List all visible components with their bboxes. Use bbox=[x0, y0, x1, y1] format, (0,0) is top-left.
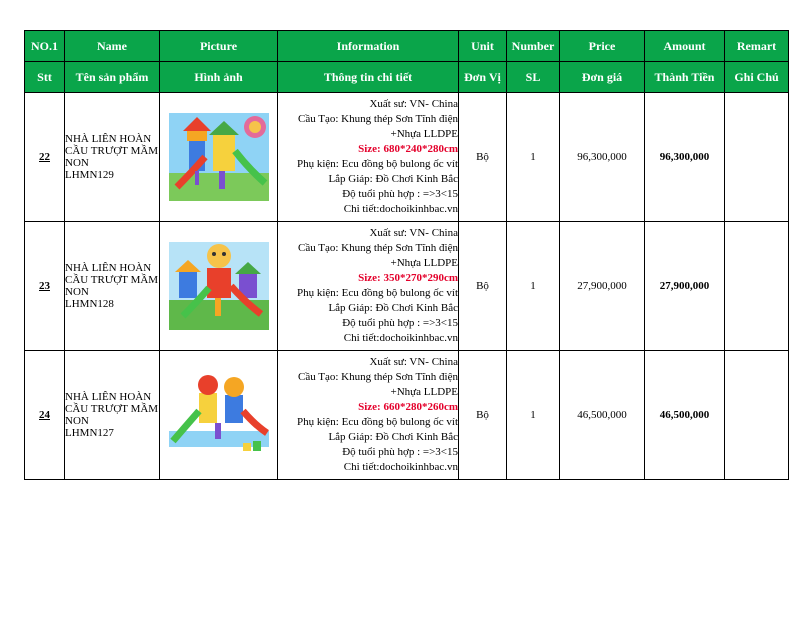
product-name bbox=[65, 222, 160, 351]
product-name-line: CẦU TRƯỢT MẦM bbox=[65, 145, 159, 157]
playground-slide-image bbox=[169, 371, 269, 459]
unit-price: 46,500,000 bbox=[560, 351, 645, 480]
remark bbox=[725, 222, 789, 351]
header-stt: Stt bbox=[25, 62, 65, 93]
product-name-line: CẦU TRƯỢT MẦM bbox=[65, 274, 159, 286]
header-hinh-anh: Hình ảnh bbox=[160, 62, 278, 93]
product-name-line: NON bbox=[65, 157, 89, 169]
header-unit: Unit bbox=[459, 31, 507, 62]
remark bbox=[725, 93, 789, 222]
header-row-vietnamese bbox=[25, 62, 789, 93]
product-name-line: NHÀ LIÊN HOÀN bbox=[65, 262, 152, 274]
info-structure: Cầu Tạo: Khung thép Sơn Tĩnh điện bbox=[297, 113, 458, 125]
quantity: 1 bbox=[507, 351, 560, 480]
product-name bbox=[65, 351, 160, 480]
info-install: Lắp Giáp: Đồ Chơi Kinh Bắc bbox=[328, 302, 458, 314]
info-age: Độ tuổi phù hợp : =>3<15 bbox=[342, 188, 458, 200]
info-age: Độ tuổi phù hợp : =>3<15 bbox=[342, 317, 458, 329]
info-origin: Xuất sư: VN- China bbox=[369, 98, 458, 110]
info-age: Độ tuổi phù hợp : =>3<15 bbox=[342, 446, 458, 458]
info-accessories: Phụ kiện: Ecu đồng bộ bulong ốc vít bbox=[296, 416, 458, 428]
product-code: LHMN127 bbox=[65, 427, 114, 439]
info-size: Size: 350*270*290cm bbox=[358, 272, 458, 284]
table-row bbox=[25, 222, 789, 351]
info-size: Size: 660*280*260cm bbox=[358, 401, 458, 413]
info-accessories: Phụ kiện: Ecu đồng bộ bulong ốc vít bbox=[296, 158, 458, 170]
product-code: LHMN129 bbox=[65, 169, 114, 181]
header-don-gia: Đơn giá bbox=[560, 62, 645, 93]
unit-price: 27,900,000 bbox=[560, 222, 645, 351]
unit: Bộ bbox=[459, 93, 507, 222]
info-structure-material: +Nhựa LLDPE bbox=[390, 128, 458, 140]
info-origin: Xuất sư: VN- China bbox=[369, 227, 458, 239]
info-detail: Chi tiết:dochoikinhbac.vn bbox=[343, 461, 458, 473]
info-detail: Chi tiết:dochoikinhbac.vn bbox=[343, 203, 458, 215]
header-picture: Picture bbox=[160, 31, 278, 62]
info-accessories: Phụ kiện: Ecu đồng bộ bulong ốc vít bbox=[296, 287, 458, 299]
playground-slide-image bbox=[169, 113, 269, 201]
unit: Bộ bbox=[459, 351, 507, 480]
info-structure-material: +Nhựa LLDPE bbox=[390, 386, 458, 398]
info-structure-material: +Nhựa LLDPE bbox=[390, 257, 458, 269]
header-thanh-tien: Thành Tiền bbox=[645, 62, 725, 93]
info-structure: Cầu Tạo: Khung thép Sơn Tĩnh điện bbox=[297, 371, 458, 383]
product-name-line: NHÀ LIÊN HOÀN bbox=[65, 133, 152, 145]
playground-slide-image bbox=[169, 242, 269, 330]
product-picture-cell bbox=[160, 93, 278, 222]
product-name-line: CẦU TRƯỢT MẦM bbox=[65, 403, 159, 415]
row-number: 24 bbox=[25, 351, 65, 480]
quantity: 1 bbox=[507, 222, 560, 351]
info-structure: Cầu Tạo: Khung thép Sơn Tĩnh điện bbox=[297, 242, 458, 254]
header-ten-san-pham: Tên sản phẩm bbox=[65, 62, 160, 93]
product-picture-cell bbox=[160, 222, 278, 351]
info-origin: Xuất sư: VN- China bbox=[369, 356, 458, 368]
header-sl: SL bbox=[507, 62, 560, 93]
product-code: LHMN128 bbox=[65, 298, 114, 310]
header-information: Information bbox=[278, 31, 459, 62]
header-row-english bbox=[25, 31, 789, 62]
info-install: Lắp Giáp: Đồ Chơi Kinh Bắc bbox=[328, 431, 458, 443]
info-detail: Chi tiết:dochoikinhbac.vn bbox=[343, 332, 458, 344]
product-name-line: NON bbox=[65, 415, 89, 427]
product-picture-cell bbox=[160, 351, 278, 480]
row-number: 22 bbox=[25, 93, 65, 222]
amount: 27,900,000 bbox=[645, 222, 725, 351]
amount: 46,500,000 bbox=[645, 351, 725, 480]
quantity: 1 bbox=[507, 93, 560, 222]
product-info bbox=[278, 351, 459, 480]
row-number: 23 bbox=[25, 222, 65, 351]
info-install: Lắp Giáp: Đồ Chơi Kinh Bắc bbox=[328, 173, 458, 185]
header-name: Name bbox=[65, 31, 160, 62]
header-ghi-chu: Ghi Chú bbox=[725, 62, 789, 93]
product-info bbox=[278, 222, 459, 351]
product-name-line: NHÀ LIÊN HOÀN bbox=[65, 391, 152, 403]
header-remark: Remart bbox=[725, 31, 789, 62]
unit: Bộ bbox=[459, 222, 507, 351]
product-quote-table bbox=[24, 30, 789, 480]
header-price: Price bbox=[560, 31, 645, 62]
product-info bbox=[278, 93, 459, 222]
header-thong-tin: Thông tin chi tiết bbox=[278, 62, 459, 93]
info-size: Size: 680*240*280cm bbox=[358, 143, 458, 155]
table-row bbox=[25, 93, 789, 222]
product-name-line: NON bbox=[65, 286, 89, 298]
unit-price: 96,300,000 bbox=[560, 93, 645, 222]
header-number: Number bbox=[507, 31, 560, 62]
header-don-vi: Đơn Vị bbox=[459, 62, 507, 93]
amount: 96,300,000 bbox=[645, 93, 725, 222]
remark bbox=[725, 351, 789, 480]
header-amount: Amount bbox=[645, 31, 725, 62]
table-row bbox=[25, 351, 789, 480]
header-no: NO.1 bbox=[25, 31, 65, 62]
product-name bbox=[65, 93, 160, 222]
